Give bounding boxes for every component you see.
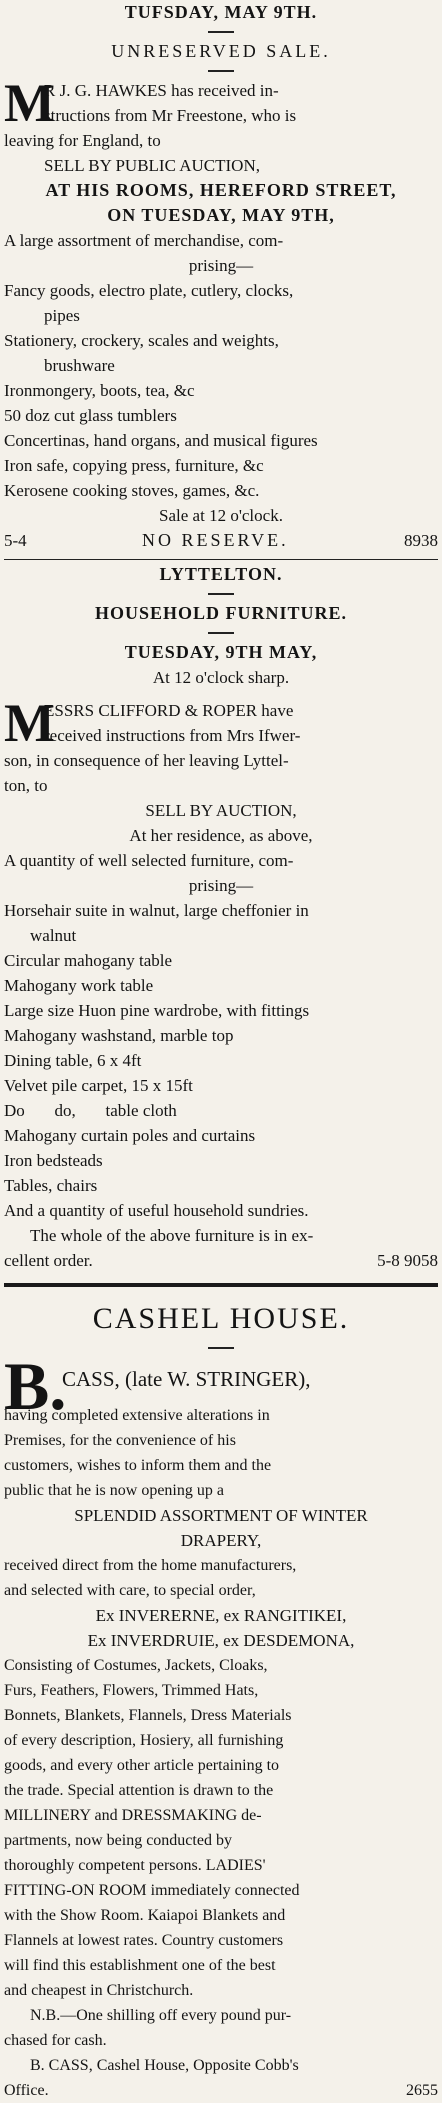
body-line: customers, wishes to inform them and the: [4, 1457, 272, 1474]
sale-time: At 12 o'clock sharp.: [152, 668, 290, 687]
rooms-line: AT HIS ROOMS, HEREFORD STREET,: [45, 180, 397, 200]
list-item: walnut: [30, 926, 77, 945]
closing-line: [4, 1248, 438, 1273]
item-list: [4, 898, 438, 1223]
nb-line: chased for cash.: [4, 2032, 107, 2049]
body-line: Consisting of Costumes, Jackets, Cloaks,: [4, 1657, 268, 1674]
issue-ref: 5-4: [4, 531, 27, 550]
list-item: Mahogany curtain poles and curtains: [4, 1126, 256, 1145]
body-line: public that he is now opening up a: [4, 1482, 224, 1499]
cashel-house-ad: [4, 1297, 438, 2103]
intro-line: R J. G. HAWKES has received in-: [44, 81, 279, 100]
body-line: and selected with care, to special order,: [4, 1582, 256, 1599]
divider: [208, 70, 234, 72]
body-line: Furs, Feathers, Flowers, Trimmed Hats,: [4, 1682, 259, 1699]
item-list: [4, 278, 438, 503]
list-item: Dining table, 6 x 4ft: [4, 1051, 142, 1070]
ad-dateline: TUFSDAY, MAY 9TH.: [124, 2, 318, 22]
body-line: will find this establishment one of the best: [4, 1957, 276, 1974]
list-item: Do do, table cloth: [4, 1101, 177, 1120]
list-item: Stationery, crockery, scales and weights,: [4, 331, 279, 350]
body-line: goods, and every other article pertaining to: [4, 1757, 280, 1774]
list-item: Horsehair suite in walnut, large cheffonier in: [4, 901, 309, 920]
nb-line: N.B.—One shilling off every pound pur-: [30, 2007, 292, 2024]
ad-number: 5-8 9058: [377, 1251, 438, 1270]
intro-line: ESSRS CLIFFORD & ROPER have: [44, 701, 294, 720]
list-item: Large size Huon pine wardrobe, with fittings: [4, 1001, 310, 1020]
drapery-line: DRAPERY,: [180, 1531, 262, 1550]
list-item: pipes: [44, 306, 80, 325]
closing-text: cellent order.: [4, 1251, 93, 1270]
drop-cap: M: [4, 73, 55, 133]
body-line: partments, now being conducted by: [4, 1832, 232, 1849]
divider: [208, 31, 234, 33]
sale-date: TUESDAY, 9TH MAY,: [124, 642, 318, 662]
body-line: thoroughly competent persons. LADIES': [4, 1857, 266, 1874]
list-item: Mahogany work table: [4, 976, 154, 995]
body-line: Bonnets, Blankets, Flannels, Dress Materials: [4, 1707, 292, 1724]
premises-line: At her residence, as above,: [129, 826, 313, 845]
list-item: 50 doz cut glass tumblers: [4, 406, 177, 425]
list-item: Iron bedsteads: [4, 1151, 103, 1170]
divider: [208, 1347, 234, 1349]
ad-place: LYTTELTON.: [159, 564, 283, 584]
ad-heading: CASHEL HOUSE.: [92, 1302, 350, 1335]
section-divider: [4, 1283, 438, 1287]
drop-cap: M: [4, 693, 55, 753]
ad-number: 8938: [404, 531, 438, 550]
body-line: the trade. Special attention is drawn to the: [4, 1782, 274, 1799]
list-item: Tables, chairs: [4, 1176, 98, 1195]
quantity-line: A quantity of well selected furniture, com-: [4, 851, 294, 870]
ad-intro: [4, 693, 438, 753]
body-line: MILLINERY and DRESSMAKING de-: [4, 1807, 262, 1824]
no-reserve: NO RESERVE.: [142, 530, 289, 550]
list-item: And a quantity of useful household sundries.: [4, 1201, 309, 1220]
auction-ad-clifford-roper: [4, 562, 438, 1273]
body-line: Premises, for the convenience of his: [4, 1432, 236, 1449]
ad-heading: UNRESERVED SALE.: [111, 41, 331, 61]
divider: [208, 593, 234, 595]
intro-line: structions from Mr Freestone, who is: [44, 106, 297, 125]
ad-intro: [4, 73, 438, 133]
signature-text: Office.: [4, 2082, 49, 2099]
list-item: Iron safe, copying press, furniture, &c: [4, 456, 264, 475]
body-line: and cheapest in Christchurch.: [4, 1982, 194, 1999]
ad-number: 2655: [406, 2082, 438, 2099]
sell-line: SELL BY PUBLIC AUCTION,: [44, 156, 260, 175]
ships-line: Ex INVERERNE, ex RANGITIKEI,: [95, 1606, 347, 1625]
body-line: with the Show Room. Kaiapoi Blankets and: [4, 1907, 286, 1924]
list-item: Mahogany washstand, marble top: [4, 1026, 234, 1045]
list-item: Kerosene cooking stoves, games, &c.: [4, 481, 260, 500]
intro-line: ton, to: [4, 776, 48, 795]
signature-line: B. CASS, Cashel House, Opposite Cobb's: [30, 2057, 299, 2074]
intro-line: received instructions from Mrs Ifwer-: [44, 726, 301, 745]
list-item: Concertinas, hand organs, and musical figures: [4, 431, 318, 450]
intro-line: CASS, (late W. STRINGER),: [62, 1367, 311, 1391]
sale-time: Sale at 12 o'clock.: [159, 506, 283, 525]
intro-line: leaving for England, to: [4, 131, 161, 150]
column-divider: [4, 559, 438, 560]
intro-line: son, in consequence of her leaving Lyttel-: [4, 751, 289, 770]
quantity-line: prising—: [188, 876, 254, 895]
list-item: brushware: [44, 356, 115, 375]
list-item: Fancy goods, electro plate, cutlery, clocks,: [4, 281, 294, 300]
body-line: Flannels at lowest rates. Country customers: [4, 1932, 284, 1949]
list-item: Ironmongery, boots, tea, &c: [4, 381, 195, 400]
assortment-line: prising—: [188, 256, 254, 275]
body-line: received direct from the home manufacturers,: [4, 1557, 297, 1574]
sale-date: ON TUESDAY, MAY 9TH,: [107, 205, 335, 225]
auction-ad-hawkes: [4, 0, 438, 553]
sell-line: SELL BY AUCTION,: [145, 801, 297, 820]
ad-heading: HOUSEHOLD FURNITURE.: [94, 603, 348, 623]
drop-cap: B.: [4, 1348, 67, 1424]
body-line: having completed extensive alterations in: [4, 1407, 270, 1424]
body-line: FITTING-ON ROOM immediately connected: [4, 1882, 300, 1899]
list-item: Velvet pile carpet, 15 x 15ft: [4, 1076, 193, 1095]
divider: [208, 632, 234, 634]
closing-line: The whole of the above furniture is in ex-: [30, 1226, 314, 1245]
ad-footer: [4, 528, 438, 553]
list-item: Circular mahogany table: [4, 951, 173, 970]
assortment-line: A large assortment of merchandise, com-: [4, 231, 284, 250]
body-line: of every description, Hosiery, all furnishing: [4, 1732, 284, 1749]
signature-line: [4, 2078, 438, 2103]
splendid-line: SPLENDID ASSORTMENT OF WINTER: [74, 1506, 368, 1525]
ships-line: Ex INVERDRUIE, ex DESDEMONA,: [87, 1631, 355, 1650]
